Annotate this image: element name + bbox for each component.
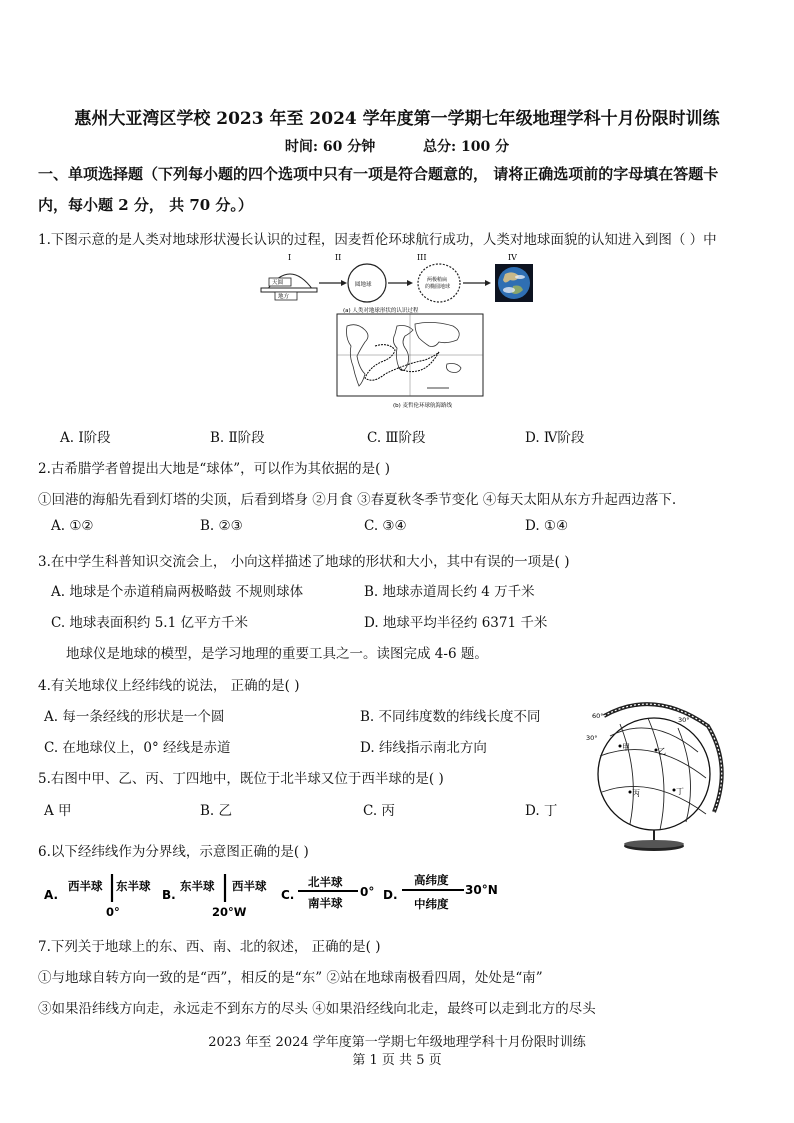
svg-text:D.: D. (383, 888, 398, 902)
q1-option-c[interactable]: C. Ⅲ阶段 (367, 430, 426, 446)
svg-text:的椭圆地球: 的椭圆地球 (425, 284, 451, 290)
q4-option-a[interactable]: A. 每一条经线的形状是一个圆 (44, 709, 225, 725)
svg-text:0°: 0° (106, 905, 120, 919)
earth-label: 地方 (278, 294, 290, 300)
q2-option-a[interactable]: A. ①② (51, 518, 94, 534)
q6-option-c[interactable] (281, 875, 374, 910)
svg-text:北半球: 北半球 (308, 875, 343, 889)
globe-figure (582, 696, 732, 860)
stage-4-label: IV (508, 253, 517, 262)
stage-1-label: I (288, 253, 292, 262)
page-number: 第 1 页 共 5 页 (352, 1053, 442, 1068)
svg-text:西半球: 西半球 (232, 879, 267, 893)
q3-stem: 3.在中学生科普知识交流会上， 小向这样描述了地球的形状和大小，其中有误的一项是( ) (38, 554, 570, 570)
q1-option-b[interactable]: B. Ⅱ阶段 (210, 430, 265, 446)
q3-option-b[interactable]: B. 地球赤道周长约 4 万千米 (364, 584, 535, 600)
svg-text:东半球: 东半球 (116, 879, 151, 893)
q3-option-d[interactable]: D. 地球平均半径约 6371 千米 (364, 615, 548, 631)
q1-option-d[interactable]: D. Ⅳ阶段 (525, 430, 585, 446)
svg-text:A.: A. (44, 888, 59, 902)
q3-option-a[interactable]: A. 地球是个赤道稍扁两极略鼓 不规则球体 (51, 584, 304, 600)
q6-option-a[interactable] (44, 874, 151, 919)
q4-option-c[interactable]: C. 在地球仪上，0° 经线是赤道 (44, 740, 231, 756)
svg-text:高纬度: 高纬度 (414, 873, 449, 887)
q7-items-1-2: ①与地球自转方向一致的是“西”，相反的是“东” ②站在地球南极看四周，处处是“南” (38, 970, 543, 986)
page-title: 惠州大亚湾区学校 2023 年至 2024 学年度第一学期七年级地理学科十月份限时训练 (74, 109, 720, 129)
q3-option-c[interactable]: C. 地球表面积约 5.1 亿平方千米 (51, 615, 248, 631)
q6-option-d[interactable] (383, 873, 498, 911)
point-jia: 甲 (622, 743, 630, 752)
q6-stem: 6.以下经纬线作为分界线，示意图正确的是( ) (38, 844, 309, 860)
svg-text:两极稍扁: 两极稍扁 (427, 277, 448, 283)
q5-option-a[interactable]: A 甲 (44, 803, 72, 819)
section-heading-line1: 一、单项选择题（下列每小题的四个选项中只有一项是符合题意的， 请将正确选项前的字母填在答题卡 (38, 165, 719, 183)
intro-4-6: 地球仪是地球的模型，是学习地理的重要工具之一。读图完成 4-6 题。 (66, 646, 488, 662)
svg-text:20°W: 20°W (212, 905, 247, 919)
svg-text:C.: C. (281, 888, 295, 902)
svg-text:南半球: 南半球 (308, 896, 343, 910)
q7-items-3-4: ③如果沿纬线方向走，永远走不到东方的尽头 ④如果沿经线向北走，最终可以走到北方的尽头 (38, 1001, 596, 1017)
point-ding: 丁 (676, 787, 684, 796)
q5-stem: 5.右图中甲、乙、丙、丁四地中，既位于北半球又位于西半球的是( ) (38, 771, 444, 787)
q1-option-a[interactable]: A. Ⅰ阶段 (60, 430, 111, 446)
caption-b: (b) 麦哲伦环球航海路线 (393, 403, 453, 409)
q2-option-b[interactable]: B. ②③ (200, 518, 243, 534)
q5-option-b[interactable]: B. 乙 (200, 803, 233, 819)
point-yi: 乙 (658, 747, 666, 756)
section-heading-line2: 内，每小题 2 分， 共 70 分。） (38, 196, 253, 214)
q4-stem: 4.有关地球仪上经纬线的说法， 正确的是( ) (38, 678, 300, 694)
ellipsoid-icon (418, 264, 460, 302)
q6-options-figure (40, 870, 510, 920)
sky-label: 天圆 (272, 280, 284, 286)
svg-text:B.: B. (162, 888, 176, 902)
magellan-route-map (335, 312, 485, 410)
q5-option-c[interactable]: C. 丙 (363, 803, 395, 819)
caption-a: (a) 人类对地球形状的认识过程 (343, 308, 419, 314)
q2-stem: 2.古希腊学者曾提出大地是“球体”，可以作为其依据的是( ) (38, 461, 391, 477)
svg-text:30°N: 30°N (465, 883, 498, 897)
q5-option-d[interactable]: D. 丁 (525, 803, 558, 819)
stage-3-label: III (417, 253, 427, 262)
lat-30-label: 30° (586, 734, 598, 742)
sphere-label: 圆地球 (355, 282, 372, 288)
q2-option-c[interactable]: C. ③④ (364, 518, 407, 534)
shape-cognition-figure (255, 250, 545, 320)
q4-option-d[interactable]: D. 纬线指示南北方向 (360, 740, 487, 756)
svg-text:0°: 0° (360, 885, 375, 899)
q7-stem: 7.下列关于地球上的东、西、南、北的叙述， 正确的是( ) (38, 939, 381, 955)
lat-60-label: 60° (592, 712, 604, 720)
lon-30-label: 30° (678, 716, 690, 724)
footer-title: 2023 年至 2024 学年度第一学期七年级地理学科十月份限时训练 (208, 1035, 586, 1050)
time-label: 时间: 60 分钟 (284, 139, 376, 155)
svg-text:西半球: 西半球 (68, 879, 103, 893)
q2-items: ①回港的海船先看到灯塔的尖顶，后看到塔身 ②月食 ③春夏秋冬季节变化 ④每天太阳从东方升起西边落下. (38, 492, 677, 508)
q6-option-b[interactable] (162, 874, 267, 919)
point-bing: 丙 (632, 789, 640, 798)
stage-2-label: II (335, 253, 342, 262)
svg-text:东半球: 东半球 (180, 879, 215, 893)
q4-option-b[interactable]: B. 不同纬度数的纬线长度不同 (360, 709, 541, 725)
q2-option-d[interactable]: D. ①④ (525, 518, 569, 534)
score-label: 总分: 100 分 (423, 139, 510, 155)
q1-stem: 1.下图示意的是人类对地球形状漫长认识的过程，因麦哲伦环球航行成功，人类对地球面貌的认知进入到图（ ）中 (38, 232, 717, 248)
exam-info (0, 136, 794, 156)
svg-text:中纬度: 中纬度 (414, 897, 449, 911)
